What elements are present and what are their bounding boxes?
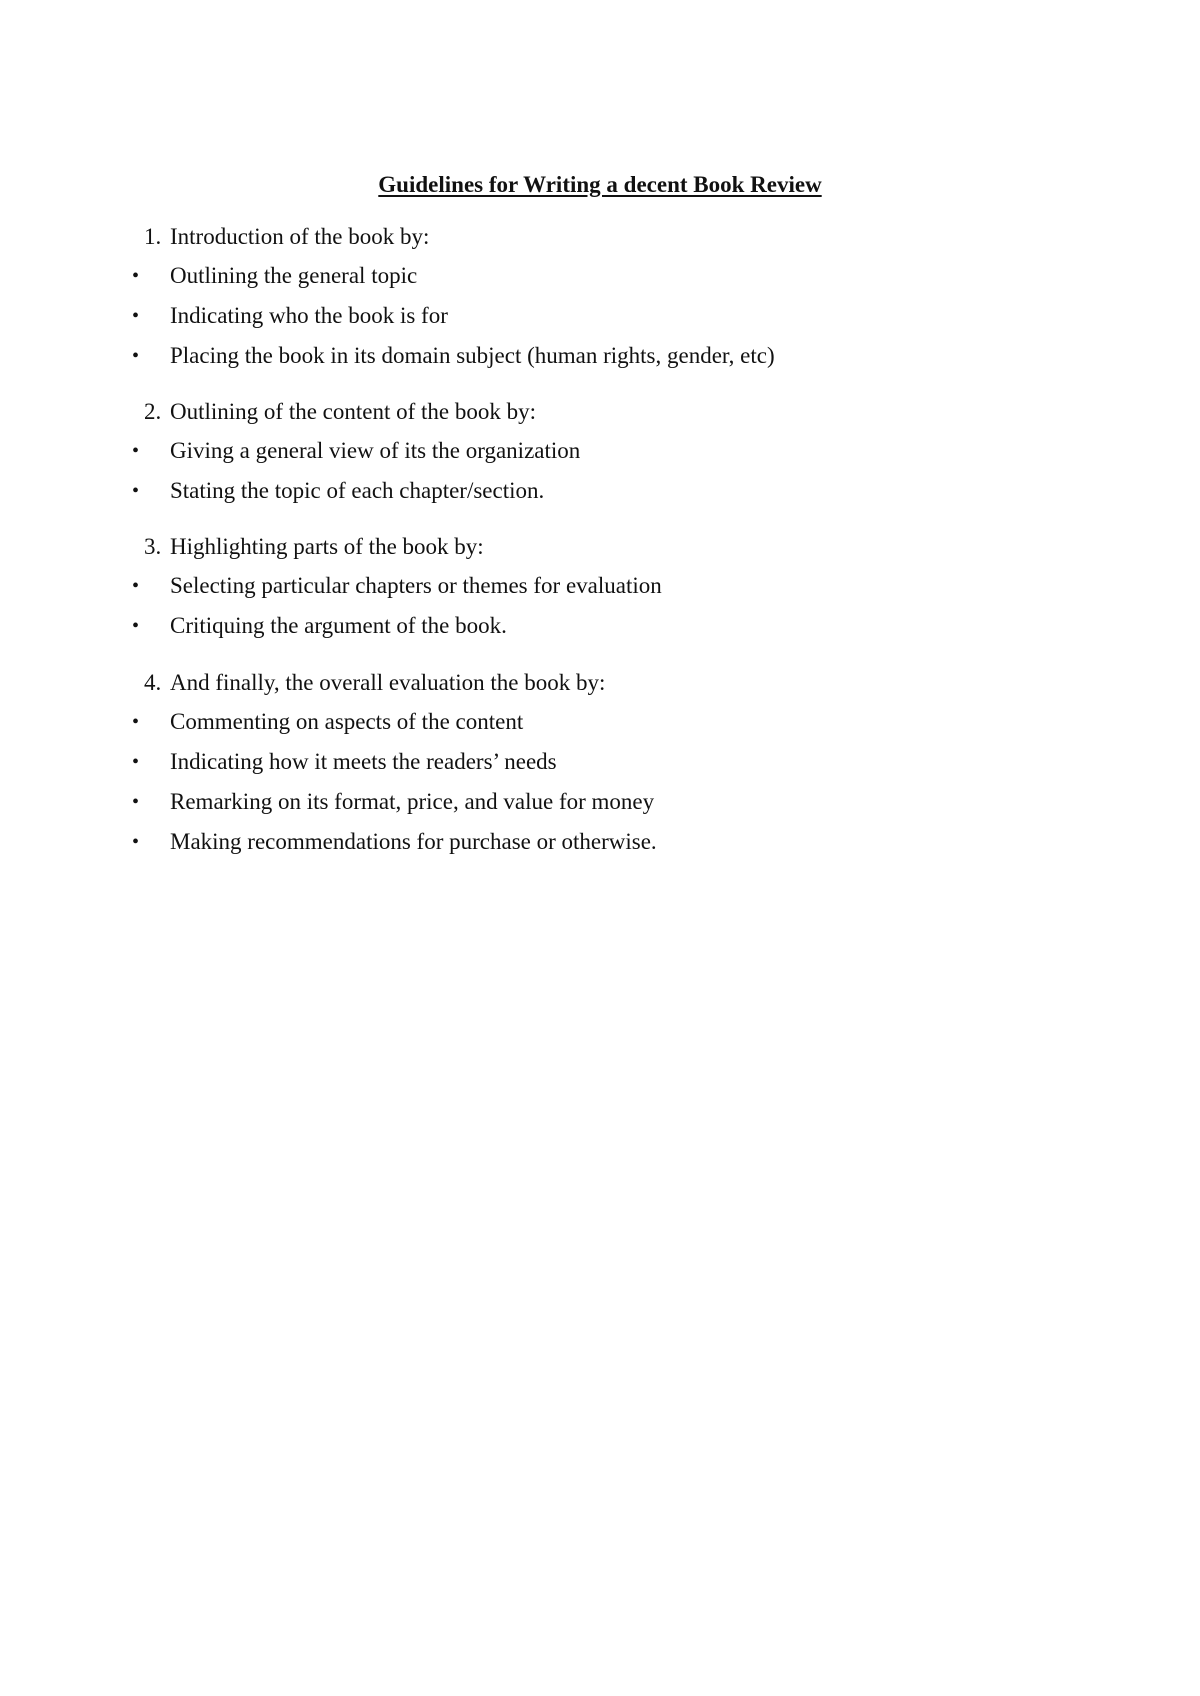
- list-item: [0, 822, 1100, 862]
- section-heading-text: Outlining of the content of the book by:: [170, 399, 537, 424]
- list-item-text: Indicating who the book is for: [170, 303, 448, 328]
- bullet-icon: •: [132, 575, 140, 597]
- list-item: [0, 471, 1100, 511]
- section-1: [0, 218, 1100, 376]
- section-4: [0, 664, 1100, 862]
- list-item: [0, 606, 1100, 646]
- section-heading: [0, 393, 1100, 431]
- bullet-icon: •: [132, 265, 140, 287]
- bullet-icon: •: [132, 480, 140, 502]
- list-item-text: Making recommendations for purchase or otherwise.: [170, 829, 657, 854]
- section-3: [0, 528, 1100, 646]
- section-heading: [0, 664, 1100, 702]
- list-item-text: Indicating how it meets the readers’ needs: [170, 749, 557, 774]
- section-2: [0, 393, 1100, 511]
- bullet-icon: •: [132, 751, 140, 773]
- section-number: 3.: [144, 534, 162, 559]
- section-heading-text: Introduction of the book by:: [170, 224, 430, 249]
- bullet-list: [0, 566, 1100, 646]
- list-item: [0, 702, 1100, 742]
- section-number: 1.: [144, 224, 162, 249]
- bullet-list: [0, 702, 1100, 862]
- bullet-list: [0, 431, 1100, 511]
- list-item-text: Stating the topic of each chapter/section.: [170, 478, 545, 503]
- list-item-text: Critiquing the argument of the book.: [170, 613, 507, 638]
- list-item: [0, 566, 1100, 606]
- section-heading: [0, 218, 1100, 256]
- bullet-icon: •: [132, 831, 140, 853]
- list-item: [0, 782, 1100, 822]
- list-item: [0, 431, 1100, 471]
- section-heading-text: And finally, the overall evaluation the book by:: [170, 670, 606, 695]
- bullet-icon: •: [132, 305, 140, 327]
- section-heading: [0, 528, 1100, 566]
- list-item-text: Placing the book in its domain subject (human rights, gender, etc): [170, 343, 775, 368]
- section-number: 2.: [144, 399, 162, 424]
- list-item: [0, 296, 1100, 336]
- list-item: [0, 256, 1100, 296]
- bullet-list: [0, 256, 1100, 376]
- bullet-icon: •: [132, 440, 140, 462]
- bullet-icon: •: [132, 791, 140, 813]
- list-item-text: Remarking on its format, price, and value for money: [170, 789, 655, 814]
- bullet-icon: •: [132, 711, 140, 733]
- section-number: 4.: [144, 670, 162, 695]
- bullet-icon: •: [132, 615, 140, 637]
- list-item: [0, 742, 1100, 782]
- section-heading-text: Highlighting parts of the book by:: [170, 534, 484, 559]
- list-item: [0, 336, 1100, 376]
- list-item-text: Outlining the general topic: [170, 263, 418, 288]
- list-item-text: Commenting on aspects of the content: [170, 709, 524, 734]
- bullet-icon: •: [132, 345, 140, 367]
- document-title: Guidelines for Writing a decent Book Review: [378, 172, 822, 197]
- list-item-text: Selecting particular chapters or themes for evaluation: [170, 573, 662, 598]
- list-item-text: Giving a general view of its the organization: [170, 438, 581, 463]
